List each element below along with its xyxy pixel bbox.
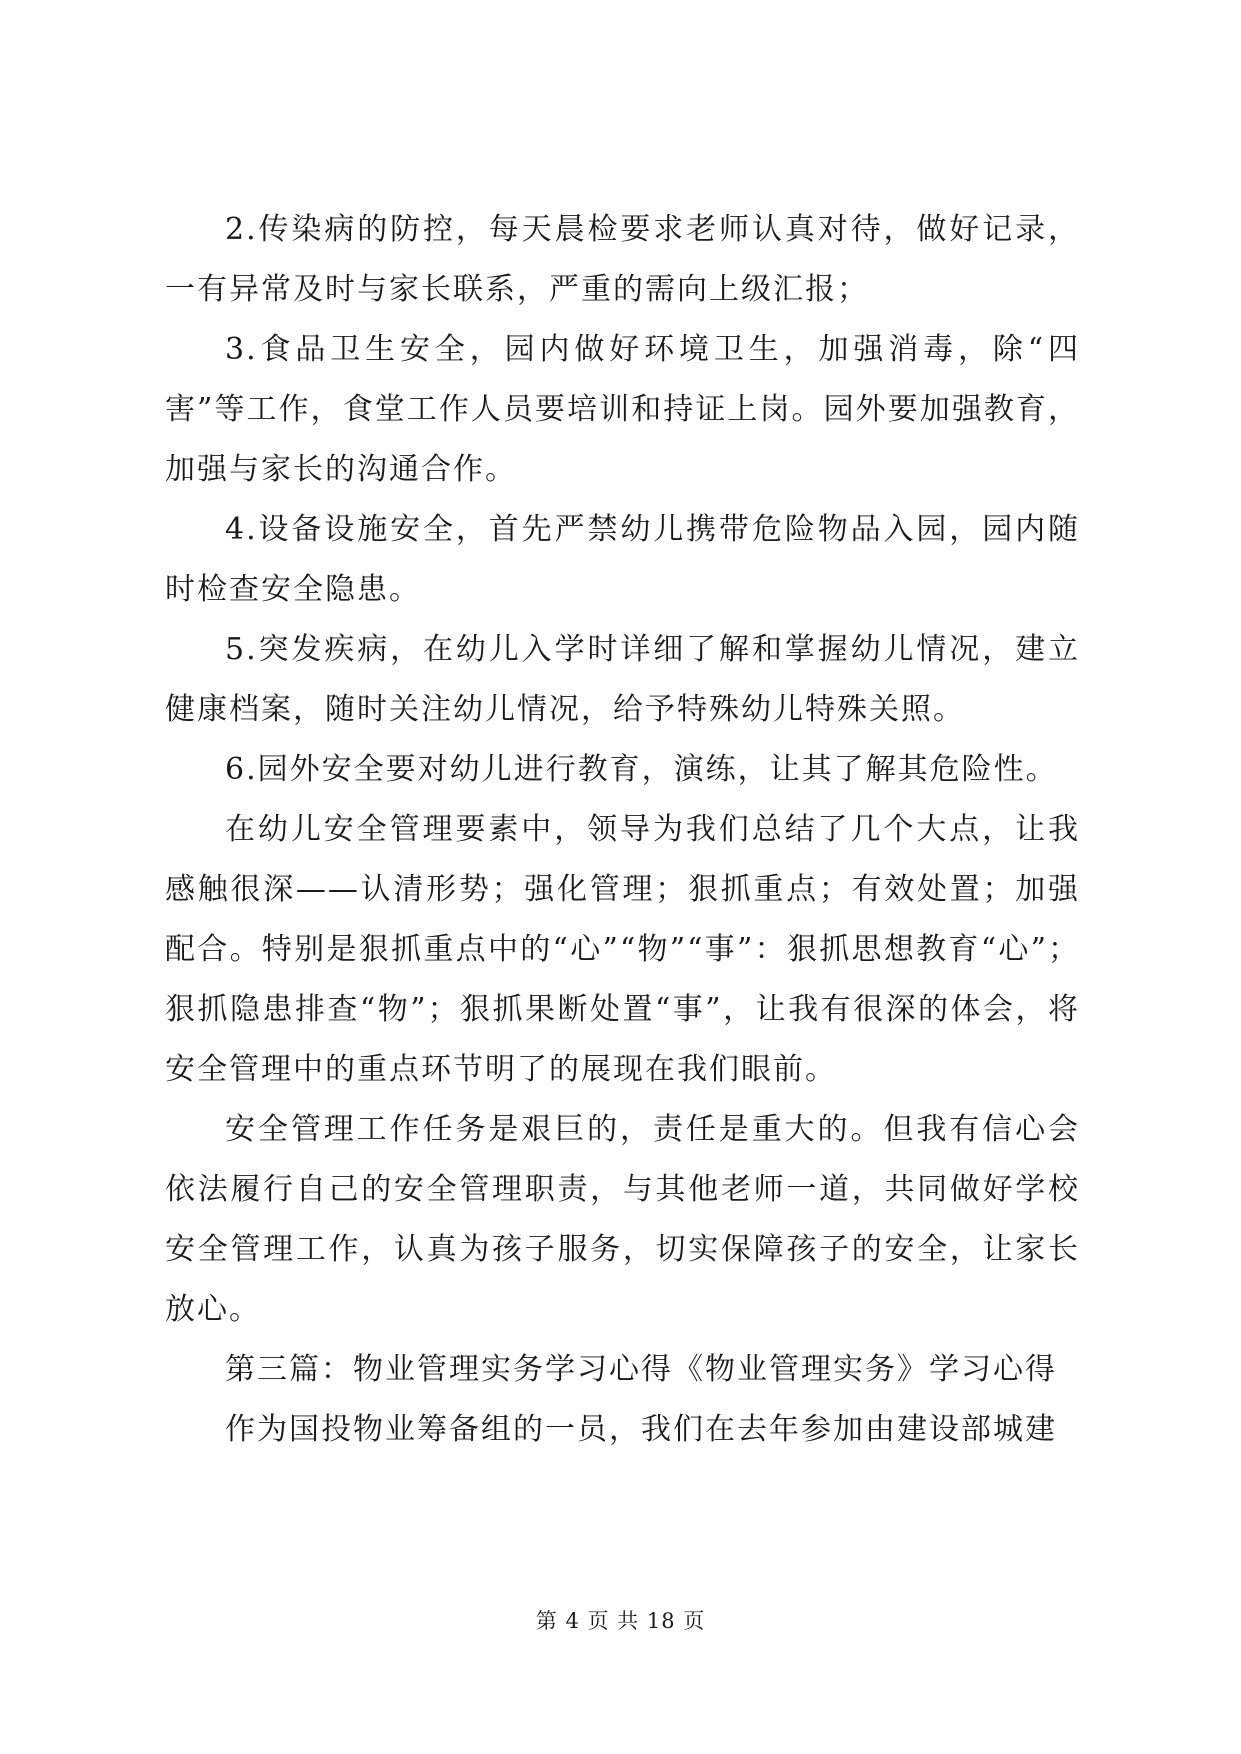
document-body	[165, 200, 1080, 1460]
paragraph-item-5: 5.突发疾病，在幼儿入学时详细了解和掌握幼儿情况，建立健康档案，随时关注幼儿情况，给予特殊幼儿特殊关照。	[165, 632, 1080, 727]
section-heading: 第三篇：物业管理实务学习心得《物业管理实务》学习心得	[225, 1352, 1057, 1387]
paragraph-safety-elements: 在幼儿安全管理要素中，领导为我们总结了几个大点，让我感触很深——认清形势；强化管理；狠抓重点；有效处置；加强配合。特别是狠抓重点中的“心”“物”“事”：狠抓思想教育“心”；狠抓隐患排查“物”；狠抓果断处置“事”，让我有很深的体会，将安全管理中的重点环节明了的展现在我们眼前。	[165, 812, 1080, 1087]
paragraph-item-3: 3.食品卫生安全，园内做好环境卫生，加强消毒，除“四害”等工作，食堂工作人员要培训和持证上岗。园外要加强教育，加强与家长的沟通合作。	[165, 332, 1080, 487]
paragraph-intro: 作为国投物业筹备组的一员，我们在去年参加由建设部城建	[225, 1412, 1057, 1447]
paragraph-item-2: 2.传染病的防控，每天晨检要求老师认真对待，做好记录，一有异常及时与家长联系，严重的需向上级汇报；	[165, 212, 1080, 307]
paragraph-conclusion: 安全管理工作任务是艰巨的，责任是重大的。但我有信心会依法履行自己的安全管理职责，与其他老师一道，共同做好学校安全管理工作，认真为孩子服务，切实保障孩子的安全，让家长放心。	[165, 1112, 1080, 1327]
paragraph-item-6: 6.园外安全要对幼儿进行教育，演练，让其了解其危险性。	[225, 752, 1058, 787]
paragraph-item-4: 4.设备设施安全，首先严禁幼儿携带危险物品入园，园内随时检查安全隐患。	[165, 512, 1080, 607]
page-number-footer: 第 4 页 共 18 页	[535, 1609, 706, 1633]
